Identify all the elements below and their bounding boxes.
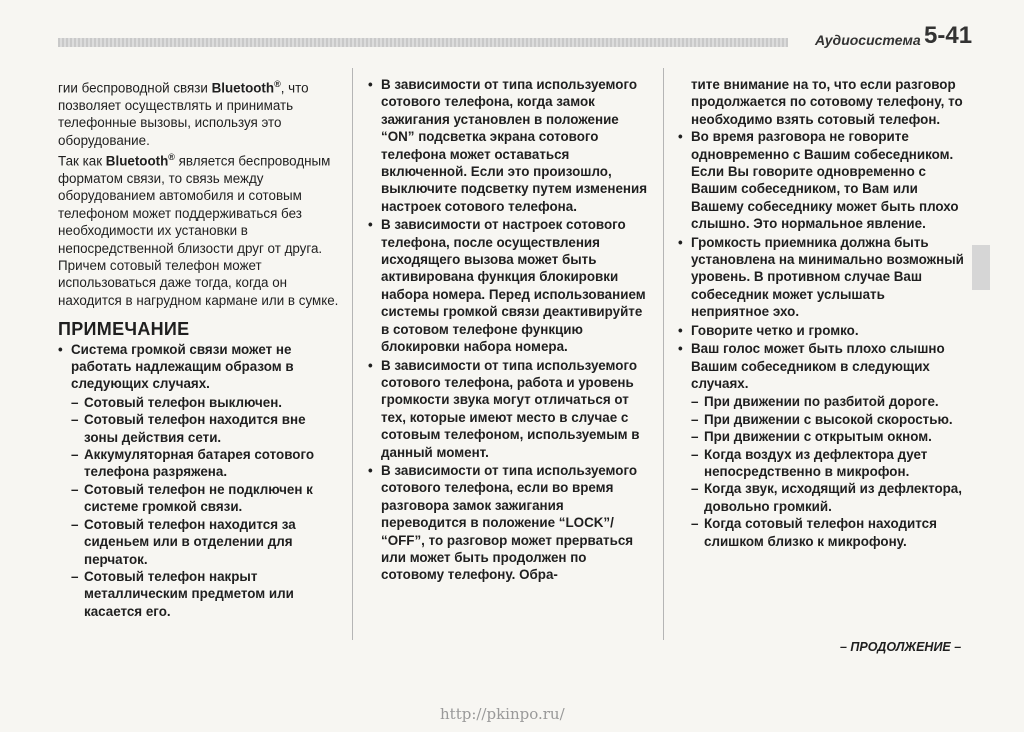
note-bullet-text: Система громкой связи может не работать надлежащим образом в следующих случаях.: [71, 341, 294, 392]
note-dash-item: – Сотовый телефон находится за сиденьем или в отделении для перчаток.: [71, 516, 340, 568]
header-rule: [58, 38, 788, 47]
dash-item: – При движении по разбитой дороге.: [691, 393, 966, 410]
brand-name: Bluetooth: [211, 80, 275, 96]
bullet-item: • Ваш голос может быть плохо слышно Вашим собеседником в следующих случаях.: [678, 340, 966, 392]
watermark-url: http://pkinpo.ru/: [440, 705, 565, 723]
brand-name: Bluetooth: [105, 153, 169, 169]
bullet-item: • В зависимости от типа используемого сотового телефона, работа и уровень громкости звука могут отличаться от тех, которые имеют место в случае с сотовым телефоном, используемым в данный момент.: [368, 357, 650, 461]
continuation-text: тите внимание на то, что если разговор продолжается по сотовому телефону, то необходимо взять сотовый телефон.: [691, 77, 963, 127]
bullet-item: • Во время разговора не говорите одновременно с Вашим собеседником. Если Вы говорите одновременно с Вашим собеседником, то Вам или Вашему собеседнику может быть плохо слышно. Это нормальное явление.: [678, 128, 966, 232]
page-number: 5-41: [924, 22, 973, 49]
dash-item: – Когда сотовый телефон находится слишком близко к микрофону.: [691, 515, 966, 550]
bullet-item: • Говорите четко и громко.: [678, 322, 966, 339]
bullet-list: [678, 128, 966, 392]
note-dash-list: [58, 394, 340, 620]
intro-text: гии беспроводной связи: [58, 80, 212, 96]
middle-column: [368, 76, 650, 585]
bullet-item: • В зависимости от типа используемого сотового телефона, если во время разговора замок зажигания переводится в положение “LOCK”/ “OFF”, то разговор может прерваться или может быть продолжен по сотовому телефону. Обра-: [368, 462, 650, 584]
section-title: Аудиосистема: [815, 32, 921, 48]
bullet-item: • Громкость приемника должна быть установлена на минимально возможный уровень. В противном случае Ваш собеседник может услышать неприятное эхо.: [678, 234, 966, 321]
left-column: [58, 76, 340, 620]
dash-item: – При движении с высокой скоростью.: [691, 411, 966, 428]
dash-item: – Когда воздух из дефлектора дует непосредственно в микрофон.: [691, 446, 966, 481]
note-dash-item: – Сотовый телефон не подключен к системе громкой связи.: [71, 481, 340, 516]
intro-text: , что позволяет осуществлять и принимать телефонные вызовы, используя это оборудование.: [58, 80, 309, 148]
bullet-item: • В зависимости от типа используемого сотового телефона, когда замок зажигания установлен в положение “ON” подсветка экрана сотового телефона может оставаться включенной. Если это произошло, выключите подсветку путем изменения настроек сотового телефона.: [368, 76, 650, 215]
dash-item: – Когда звук, исходящий из дефлектора, довольно громкий.: [691, 480, 966, 515]
column-divider: [663, 68, 664, 640]
continued-label: – ПРОДОЛЖЕНИЕ –: [840, 640, 962, 654]
registered-mark: ®: [274, 79, 281, 89]
right-column: [678, 76, 966, 550]
column-divider: [352, 68, 353, 640]
note-dash-item: – Сотовый телефон выключен.: [71, 394, 340, 411]
note-dash-item: – Сотовый телефон накрыт металлическим предметом или касается его.: [71, 568, 340, 620]
note-bullet: [58, 341, 340, 393]
dash-list: [678, 393, 966, 550]
note-dash-item: – Аккумуляторная батарея сотового телефона разряжена.: [71, 446, 340, 481]
thumb-tab: [972, 245, 990, 290]
registered-mark: ®: [168, 152, 175, 163]
dash-item: – При движении с открытым окном.: [691, 428, 966, 445]
note-dash-item: – Сотовый телефон находится вне зоны действия сети.: [71, 411, 340, 446]
note-heading: ПРИМЕЧАНИЕ: [58, 319, 190, 340]
intro-paragraph: [58, 76, 340, 149]
bullet-item: • В зависимости от настроек сотового телефона, после осуществления исходящего вызова может быть активирована функция блокировки набора номера. Перед использованием системы громкой связи деактивируйте в сотовом телефоне функцию блокировки набора номера.: [368, 216, 650, 355]
bluetooth-paragraph: [58, 149, 340, 309]
bullet-list: [368, 76, 650, 584]
paragraph-text: является беспроводным форматом связи, то связь между оборудованием автомобиля и сотовым телефоном может поддерживаться без необходимости их установки в непосредственной близости друг от друга. Причем сотовый телефон может использоваться даже тогда, когда он находится в нагрудном кармане или в сумке.: [58, 153, 339, 308]
note-list: [58, 341, 340, 393]
paragraph-text: Так как: [58, 153, 106, 169]
